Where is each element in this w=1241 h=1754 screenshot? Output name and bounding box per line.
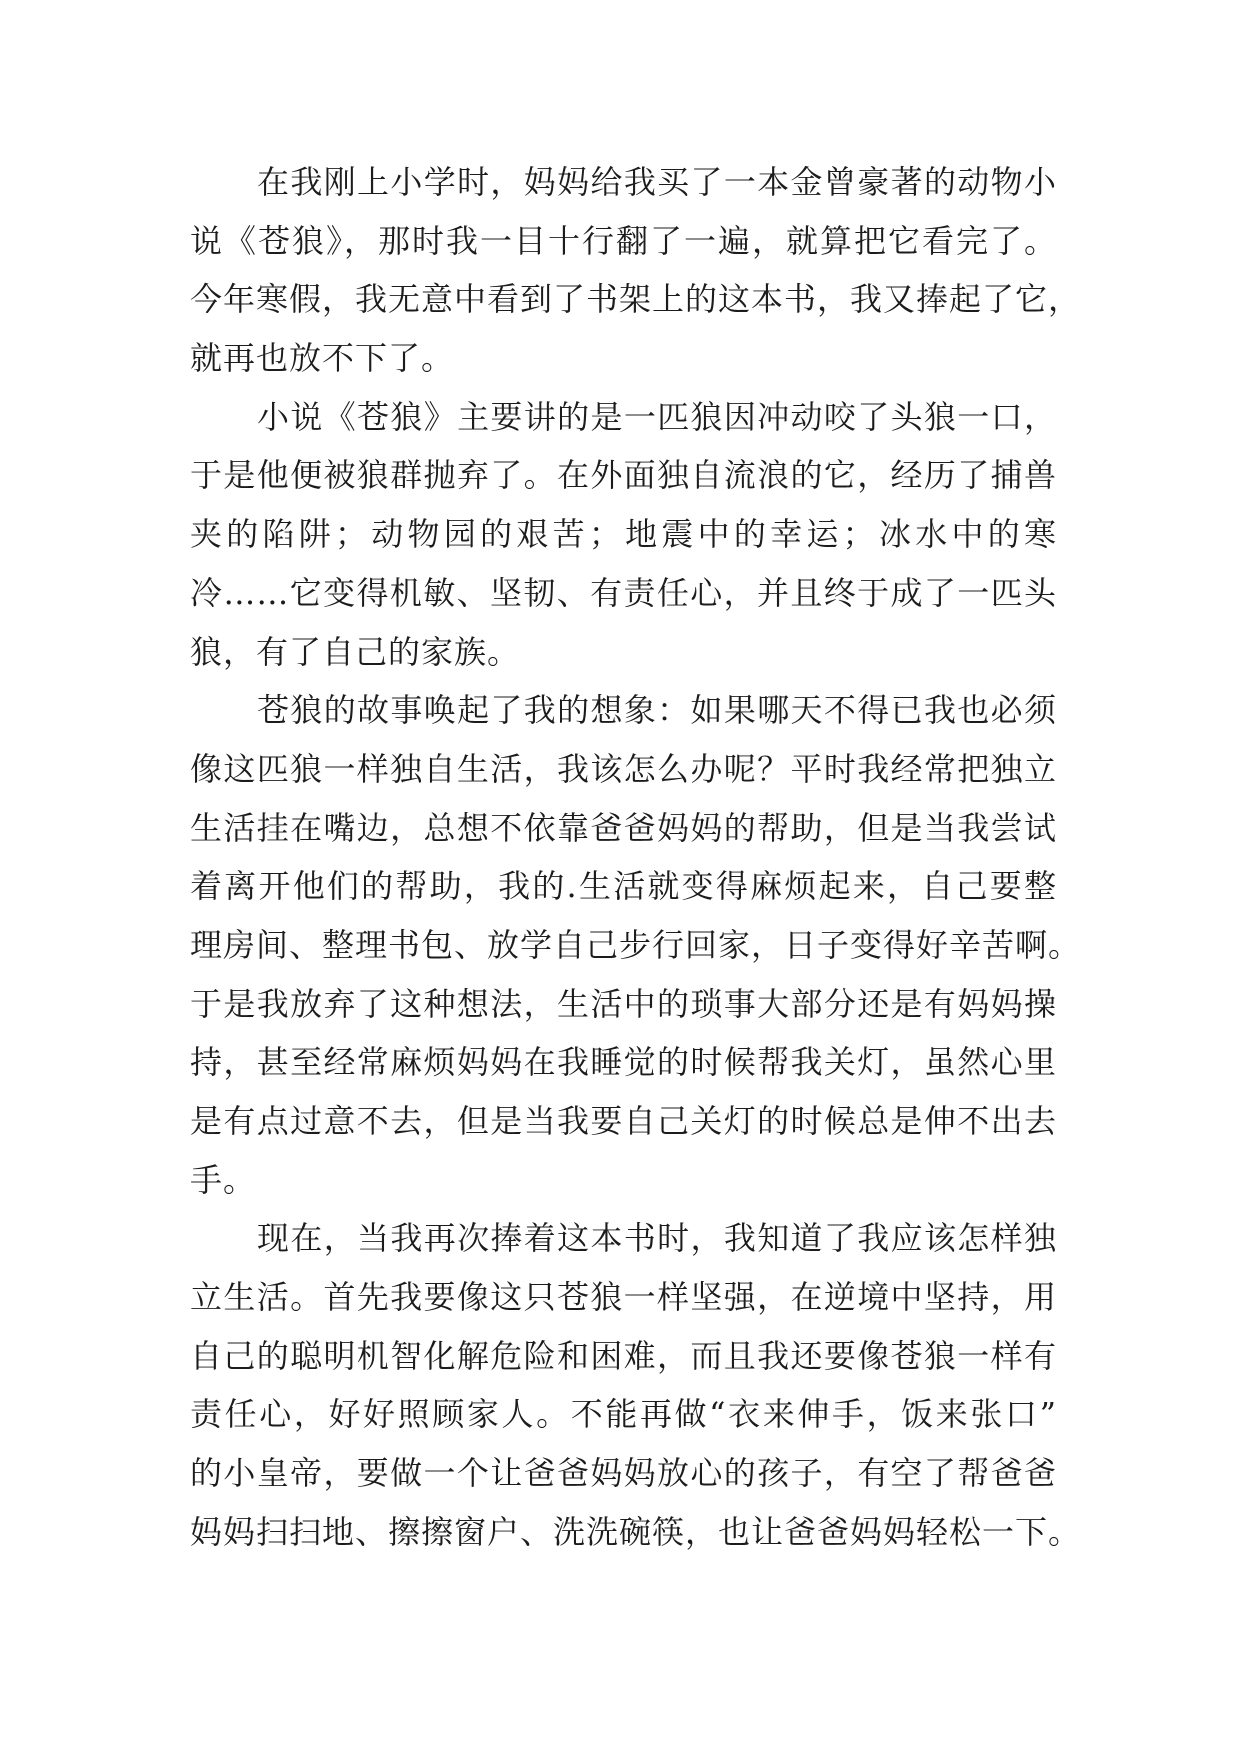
paragraph-line: 于是他便被狼群抛弃了。在外面独自流浪的它，经历了捕兽 [190,456,1057,495]
document-body [190,153,1082,1562]
paragraph-line: 妈妈扫扫地、擦擦窗户、洗洗碗筷，也让爸爸妈妈轻松一下。 [190,1512,1082,1551]
paragraph-line: 今年寒假，我无意中看到了书架上的这本书，我又捧起了它， [190,280,1082,319]
paragraph-line: 于是我放弃了这种想法，生活中的琐事大部分还是有妈妈操 [190,984,1057,1023]
paragraph-line: 在我刚上小学时，妈妈给我买了一本金曾豪著的动物小 [257,163,1057,201]
paragraph-line: 是有点过意不去，但是当我要自己关灯的时候总是伸不出去 [190,1102,1057,1140]
paragraph-2 [190,388,1057,681]
paragraph-line: 狼，有了自己的家族。 [190,632,521,671]
paragraph-line: 说《苍狼》，那时我一目十行翻了一遍，就算把它看完了。 [190,221,1057,260]
paragraph-line: 冷……它变得机敏、坚韧、有责任心，并且终于成了一匹头 [190,573,1057,612]
paragraph-3 [190,681,1082,1209]
paragraph-line: 持，甚至经常麻烦妈妈在我睡觉的时候帮我关灯，虽然心里 [190,1043,1057,1082]
paragraph-line: 手。 [190,1160,257,1199]
paragraph-1 [190,153,1082,388]
paragraph-line: 责任心，好好照顾家人。不能再做“衣来伸手，饭来张口” [190,1395,1057,1434]
paragraph-line: 生活挂在嘴边，总想不依靠爸爸妈妈的帮助，但是当我尝试 [190,808,1057,847]
paragraph-line: 苍狼的故事唤起了我的想象：如果哪天不得已我也必须 [257,691,1057,730]
paragraph-line: 像这匹狼一样独自生活，我该怎么办呢？平时我经常把独立 [190,749,1057,788]
paragraph-4 [190,1209,1082,1561]
paragraph-line: 现在，当我再次捧着这本书时，我知道了我应该怎样独 [257,1219,1057,1258]
paragraph-line: 小说《苍狼》主要讲的是一匹狼因冲动咬了头狼一口， [257,397,1057,436]
paragraph-line: 立生活。首先我要像这只苍狼一样坚强，在逆境中坚持，用 [190,1278,1057,1317]
paragraph-line: 夹的陷阱；动物园的艰苦；地震中的幸运；冰水中的寒 [190,515,1057,554]
paragraph-line: 着离开他们的帮助，我的.生活就变得麻烦起来，自己要整 [190,867,1057,906]
paragraph-line: 就再也放不下了。 [190,339,455,378]
paragraph-line: 理房间、整理书包、放学自己步行回家，日子变得好辛苦啊。 [190,925,1082,964]
paragraph-line: 自己的聪明机智化解危险和困难，而且我还要像苍狼一样有 [190,1336,1057,1375]
paragraph-line: 的小皇帝，要做一个让爸爸妈妈放心的孩子，有空了帮爸爸 [190,1454,1057,1493]
